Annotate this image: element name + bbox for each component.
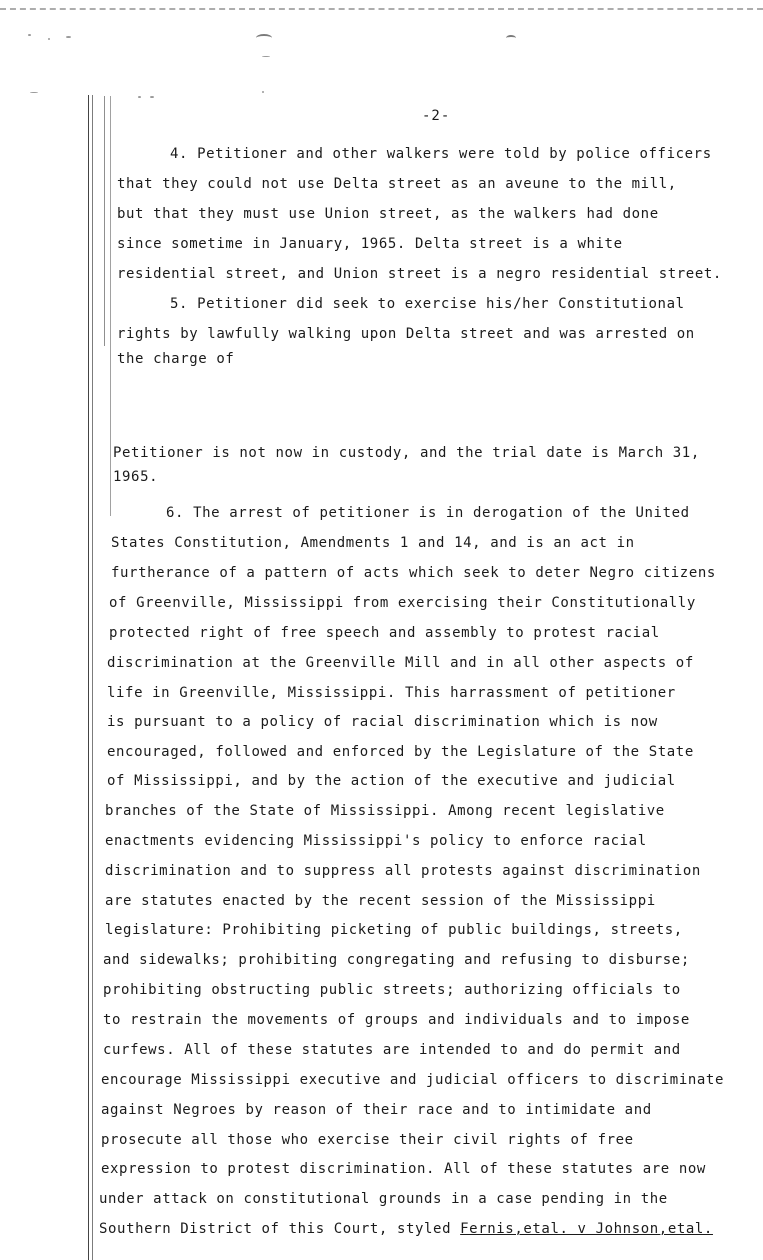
text-line: branches of the State of Mississippi. Among recent legislative — [105, 803, 665, 819]
scan-mark — [256, 34, 272, 42]
text-line: Petitioner is not now in custody, and the trial date is March 31, — [113, 445, 700, 461]
scan-speck — [150, 96, 154, 98]
text-line: against Negroes by reason of their race and to intimidate and — [101, 1102, 652, 1118]
final-text-line — [99, 1220, 713, 1238]
text-line: protected right of free speech and assembly to protest racial — [109, 625, 660, 641]
text-line: prosecute all those who exercise their civil rights of free — [101, 1132, 634, 1148]
scan-edge — [0, 0, 763, 10]
scan-speck — [30, 92, 38, 93]
scan-speck — [138, 96, 141, 98]
text-line: are statutes enacted by the recent session of the Mississippi — [105, 893, 656, 909]
text-line: curfews. All of these statutes are intended to and do permit and — [103, 1042, 681, 1058]
text-line: life in Greenville, Mississippi. This harrassment of petitioner — [107, 685, 676, 701]
margin-rule — [110, 96, 111, 516]
text-line: enactments evidencing Mississippi's policy to enforce racial — [105, 833, 647, 849]
text-line: 6. The arrest of petitioner is in derogation of the United — [166, 505, 690, 521]
margin-rule — [104, 96, 105, 346]
scan-speck — [262, 91, 264, 93]
text-line: legislature: Prohibiting picketing of public buildings, streets, — [105, 922, 683, 938]
text-line: but that they must use Union street, as the walkers had done — [117, 206, 659, 222]
text-line: residential street, and Union street is a negro residential street. — [117, 266, 722, 282]
text-line: encourage Mississippi executive and judicial officers to discriminate — [101, 1072, 724, 1088]
text-line: the charge of — [117, 351, 235, 367]
text-line: of Mississippi, and by the action of the executive and judicial — [107, 773, 676, 789]
text-line: discrimination at the Greenville Mill and in all other aspects of — [107, 655, 694, 671]
text-line: rights by lawfully walking upon Delta street and was arrested on — [117, 326, 695, 342]
margin-rule — [88, 95, 89, 1260]
text-line: to restrain the movements of groups and individuals and to impose — [103, 1012, 690, 1028]
page-number: -2- — [422, 108, 451, 124]
text-line: States Constitution, Amendments 1 and 14, and is an act in — [111, 535, 635, 551]
text-line: of Greenville, Mississippi from exercising their Constitutionally — [109, 595, 696, 611]
text-line: that they could not use Delta street as an aveune to the mill, — [117, 176, 677, 192]
text-line: furtherance of a pattern of acts which seek to deter Negro citizens — [111, 565, 716, 581]
text-line: 1965. — [113, 469, 159, 485]
scan-speck — [66, 36, 71, 38]
margin-rule — [92, 95, 93, 1260]
scan-speck — [48, 38, 50, 40]
text-line: discrimination and to suppress all protests against discrimination — [105, 863, 701, 879]
scan-speck — [28, 34, 31, 36]
text-line: since sometime in January, 1965. Delta street is a white — [117, 236, 623, 252]
text-line: expression to protest discrimination. All of these statutes are now — [101, 1161, 706, 1177]
text-line: and sidewalks; prohibiting congregating and refusing to disburse; — [103, 952, 690, 968]
text-line: 4. Petitioner and other walkers were told by police officers — [170, 146, 712, 162]
text-line: is pursuant to a policy of racial discrimination which is now — [107, 714, 658, 730]
scan-speck — [262, 56, 270, 57]
scan-mark — [506, 35, 516, 41]
text-line: encouraged, followed and enforced by the Legislature of the State — [107, 744, 694, 760]
text-line: 5. Petitioner did seek to exercise his/her Constitutional — [170, 296, 685, 312]
text-line: prohibiting obstructing public streets; authorizing officials to — [103, 982, 681, 998]
case-name: Fernis,etal. v Johnson,etal. — [460, 1221, 713, 1237]
text-line: under attack on constitutional grounds in a case pending in the — [99, 1191, 668, 1207]
text-line: Southern District of this Court, styled — [99, 1221, 461, 1237]
